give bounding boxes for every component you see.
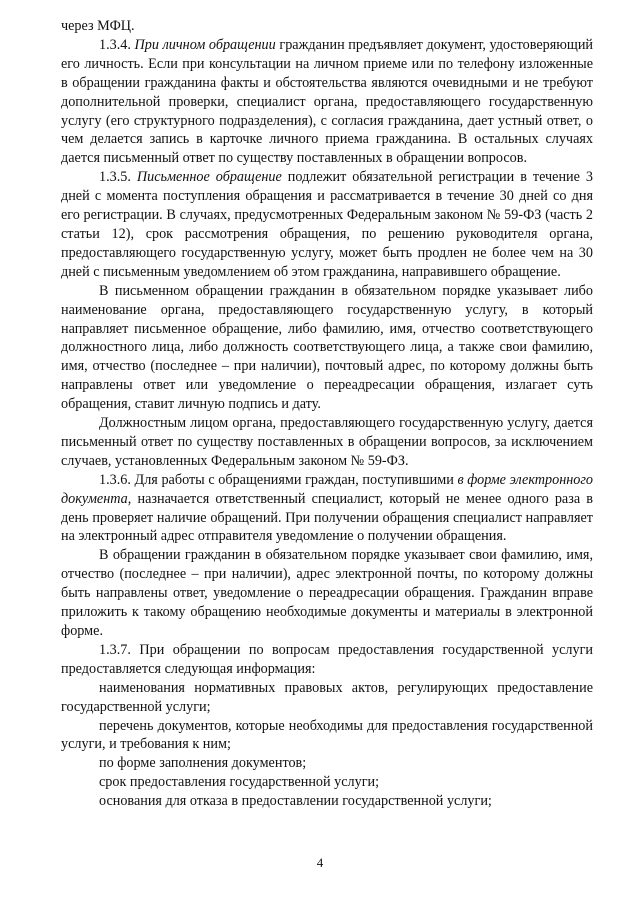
paragraph <box>61 168 593 281</box>
paragraph-text: , назначается ответственный специалист, который не менее одного раза в день проверяет наличие обращений. При получении обращения специалист направляет на электронный адрес отправителя уведомление о получении обращения. <box>61 490 593 545</box>
paragraph-text: гражданин предъявляет документ, удостоверяющий его личность. Если при консультации на личном приеме или по телефону изложенные в обращении гражданина факты и обстоятельства являются очевидными и не требуют дополнительной проверки, специалист органа, предоставляющего государственную услугу (его структурного подразделения), с согласия гражданина, дает устный ответ, о чем делается запись в карточке личного приема гражданина. В остальных случаях дается письменный ответ по существу поставленных в обращении вопросов. <box>61 36 594 167</box>
paragraph: В обращении гражданин в обязательном порядке указывает свои фамилию, имя, отчество (последнее – при наличии), адрес электронной почты, по которому должны быть направлены ответ, уведомление о переадресации обращения. Гражданин вправе приложить к такому обращению необходимые документы и материалы в электронной форме. <box>61 547 593 639</box>
paragraph: через МФЦ. <box>61 18 135 34</box>
paragraph: 1.3.7. При обращении по вопросам предоставления государственной услуги предоставляется следующая информация: <box>61 641 593 677</box>
paragraph: Должностным лицом органа, предоставляющего государственную услугу, дается письменный ответ по существу поставленных в обращении вопросов, за исключением случаев, установленных Федеральным законом № 59-ФЗ. <box>61 415 593 469</box>
document-body <box>61 17 593 811</box>
paragraph <box>61 471 593 547</box>
paragraph: по форме заполнения документов; <box>99 755 307 772</box>
emphasized-term: При личном обращении <box>134 36 276 53</box>
page-number: 4 <box>316 855 324 870</box>
paragraph: срок предоставления государственной услуги; <box>99 774 380 791</box>
emphasized-term: Письменное обращение <box>136 169 282 186</box>
paragraph: основания для отказа в предоставлении государственной услуги; <box>99 793 492 810</box>
paragraph: В письменном обращении гражданин в обязательном порядке указывает либо наименование органа, предоставляющего государственную услугу, в который направляет письменное обращение, либо фамилию, имя, отчество соответствующего должностного лица, либо должность соответствующего лица, а также свои фамилию, имя, отчество (последнее – при наличии), почтовый адрес, по которому должны быть направлены ответ или уведомление о переадресации обращения, излагает суть обращения, ставит личную подпись и дату. <box>61 282 593 413</box>
paragraph <box>61 36 593 168</box>
paragraph-text: 1.3.5. <box>99 169 137 186</box>
paragraph: перечень документов, которые необходимы для предоставления государственной услуги, и требования к ним; <box>61 717 593 753</box>
paragraph: наименования нормативных правовых актов, регулирующих предоставление государственной услуги; <box>61 679 593 715</box>
emphasized-term: в форме электронного документа <box>61 471 594 507</box>
paragraph-text: 1.3.4. <box>99 36 135 53</box>
paragraph-text: 1.3.6. Для работы с обращениями граждан, поступившими <box>99 471 458 488</box>
paragraph-text: подлежит обязательной регистрации в течение 3 дней с момента поступления обращения и рассматривается в течение 30 дней со дня его регистрации. В случаях, предусмотренных Федеральным законом № 59-ФЗ (часть 2 статьи 12), срок рассмотрения обращения, по решению руководителя органа, предоставляющего государственную услугу, может быть продлен не более чем на 30 дней с письменным уведомлением об этом гражданина, направившего обращение. <box>61 169 594 280</box>
